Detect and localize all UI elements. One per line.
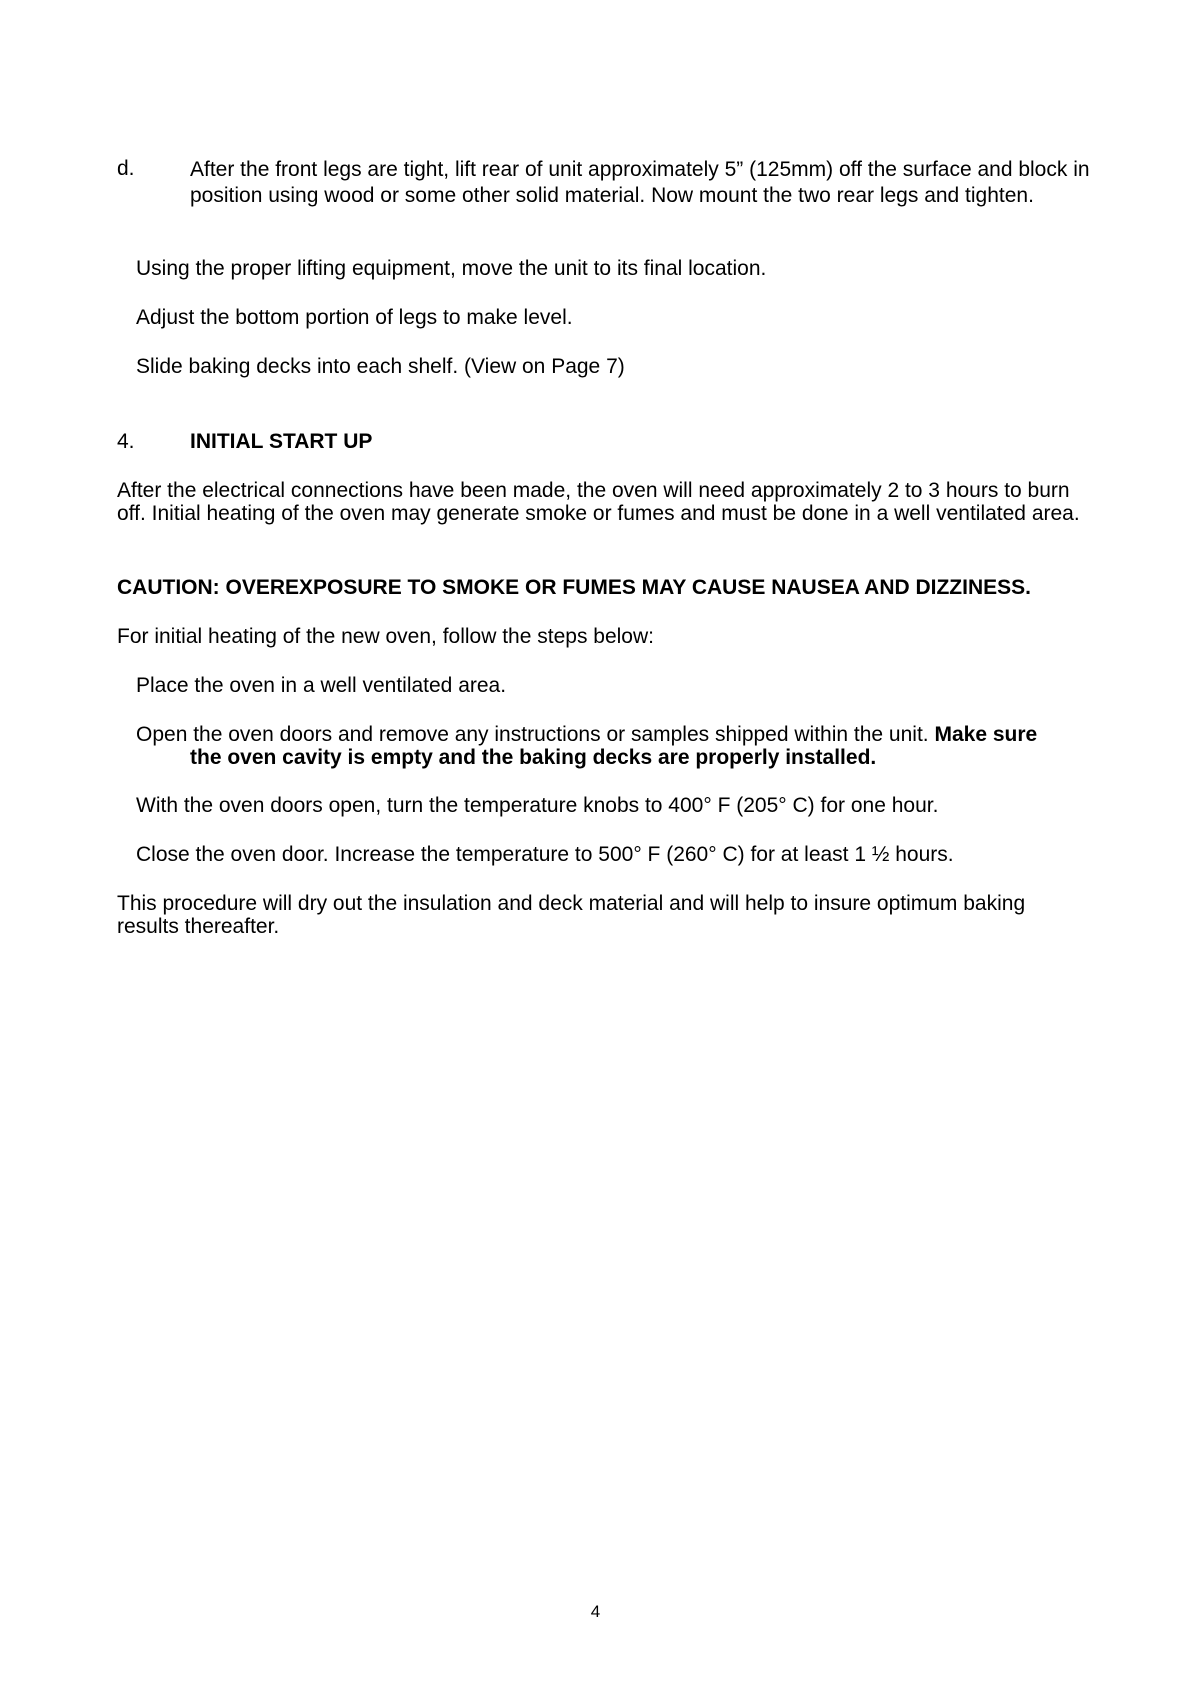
- step-open-doors-bold-b: the oven cavity is empty and the baking decks are properly installed.: [190, 746, 877, 769]
- step-open-doors: [136, 723, 1111, 769]
- intro-paragraph: After the electrical connections have been made, the oven will need approximately 2 to 3 hours to burn off. Initial heating of the oven may generate smoke or fumes and must be done in a well ventilated area.: [117, 479, 1080, 525]
- step-move-unit: Using the proper lifting equipment, move the unit to its final location.: [136, 257, 767, 280]
- step-temp-400: With the oven doors open, turn the temperature knobs to 400° F (205° C) for one hour.: [136, 794, 939, 817]
- step-d-marker: d.: [117, 157, 135, 180]
- step-open-doors-bold-a: Make sure: [934, 723, 1038, 746]
- step-adjust-legs: Adjust the bottom portion of legs to make level.: [136, 306, 573, 329]
- page-number: 4: [590, 1602, 601, 1621]
- step-temp-500: Close the oven door. Increase the temperature to 500° F (260° C) for at least 1 ½ hours.: [136, 843, 954, 866]
- step-open-doors-text: Open the oven doors and remove any instructions or samples shipped within the unit.: [136, 723, 929, 746]
- closing-paragraph: This procedure will dry out the insulation and deck material and will help to insure optimum baking results thereafter.: [117, 892, 1026, 938]
- step-d-text: After the front legs are tight, lift rear of unit approximately 5” (125mm) off the surface and block in position using wood or some other solid material. Now mount the two rear legs and tighten.: [190, 158, 1090, 207]
- step-place-oven: Place the oven in a well ventilated area.: [136, 674, 507, 697]
- caution-text: CAUTION: OVEREXPOSURE TO SMOKE OR FUMES MAY CAUSE NAUSEA AND DIZZINESS.: [117, 576, 1031, 599]
- section-number: 4.: [117, 430, 135, 453]
- steps-intro: For initial heating of the new oven, follow the steps below:: [117, 625, 654, 648]
- step-slide-decks: Slide baking decks into each shelf. (View on Page 7): [136, 355, 625, 378]
- section-heading: INITIAL START UP: [190, 430, 373, 453]
